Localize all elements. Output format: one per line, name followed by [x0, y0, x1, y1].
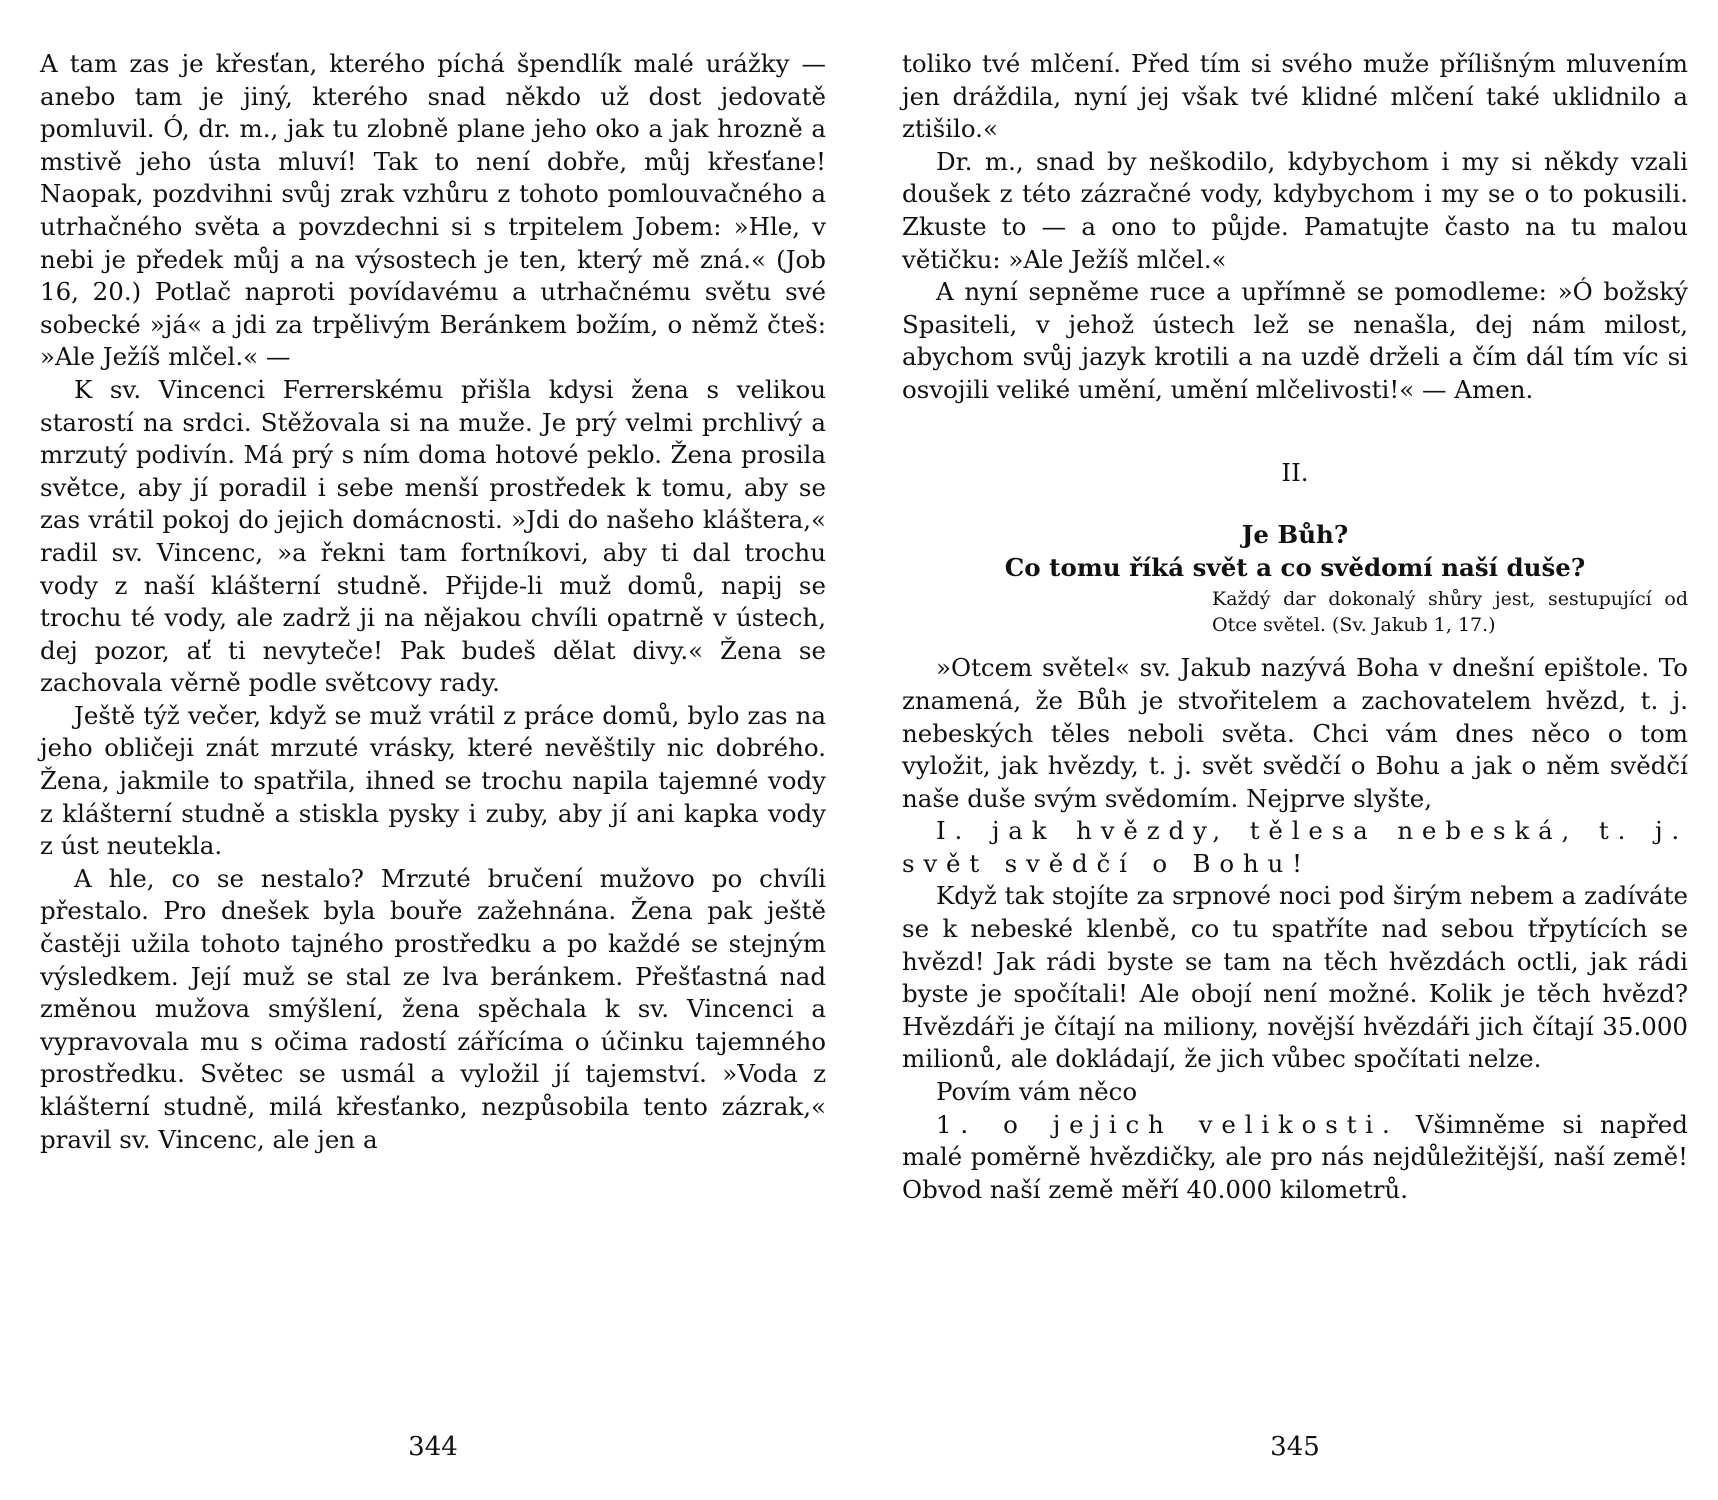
paragraph: »Otcem světel« sv. Jakub nazývá Boha v dnešní epištole. To znamená, že Bůh je stvořitelem a zachovatelem hvězd, t. j. nebeských těles neboli světa. Chci vám dnes něco o tom vyložit, jak hvězdy, t. j. svět svědčí o Bohu a jak o něm svědčí naše duše svým svědomím. Nejprve slyšte, [902, 653, 1688, 813]
section-number: II. [1281, 457, 1309, 487]
page-number: 345 [1270, 1432, 1320, 1462]
page-number: 344 [408, 1432, 458, 1462]
section-title: Je Bůh? [1241, 520, 1349, 550]
left-page [40, 0, 826, 1500]
paragraph: A tam zas je křesťan, kterého píchá špendlík malé urážky — anebo tam je jiný, kterého snad někdo už dost jedovatě pomluvil. Ó, dr. m., jak tu zlobně plane jeho oko a jak hrozně a mstivě jeho ústa mluví! Tak to není dobře, můj křesťane! Naopak, pozdvihni svůj zrak vzhůru z tohoto pomlouvačného a utrhačného světa a povzdechni si s trpitelem Jobem: »Hle, v nebi je předek můj a na výsostech je ten, který mě zná.« (Job 16, 20.) Potlač naproti povídavému a utrhačnému světu své sobecké »já« a jdi za trpělivým Beránkem božím, o němž čteš: »Ale Ježíš mlčel.« — [40, 49, 826, 372]
point-text: Všimněme si napřed malé poměrně hvězdičky, ale pro nás nejdůležitější, naší země! Obvod naší země měří 40.000 kilometrů. [902, 1109, 1688, 1204]
paragraph: K sv. Vincenci Ferrerskému přišla kdysi žena s velikou starostí na srdci. Stěžovala si na muže. Je prý velmi prchlivý a mrzutý podivín. Má prý s ním doma hotové peklo. Žena prosila světce, aby jí poradil i sebe menší prostředek k tomu, aby se zas vrátil pokoj do jejich domácnosti. »Jdi do našeho kláštera,« radil sv. Vincenc, »a řekni tam fortníkovi, aby ti dal trochu vody z naší klášterní studně. Přijde-li muž domů, napij se trochu té vody, ale zadrž ji na nějakou chvíli opatrně v ústech, dej pozor, ať ti nevyteče! Pak budeš dělat divy.« Žena se zachovala věrně podle světcovy rady. [40, 374, 826, 698]
right-page [902, 0, 1688, 1500]
point-heading: I. jak hvězdy, tělesa nebeská, t. j. svět svědčí o Bohu! [902, 816, 1688, 878]
paragraph: Dr. m., snad by neškodilo, kdybychom i my si někdy vzali doušek z této zázračné vody, kdybychom i my se o to pokusili. Zkuste to — a ono to půjde. Pamatujte často na tu malou větičku: »Ale Ježíš mlčel.« [902, 146, 1688, 274]
paragraph: toliko tvé mlčení. Před tím si svého muže přílišným mluvením jen dráždila, nyní jej však tvé klidné mlčení také uklidnilo a ztišilo.« [902, 49, 1688, 144]
left-page-text [40, 48, 826, 1156]
motto-quote: Každý dar dokonalý shůry jest, sestupující od Otce světel. (Sv. Jakub 1, 17.) [1212, 588, 1688, 637]
point-label: 1. o jejich velikosti. [936, 1109, 1399, 1139]
paragraph: Povím vám něco [936, 1077, 1138, 1107]
paragraph: Ještě týž večer, když se muž vrátil z práce domů, bylo zas na jeho obličeji znát mrzuté vrásky, které nevěštily nic dobrého. Žena, jakmile to spatřila, ihned se trochu napila tajemné vody z klášterní studně a stiskla pysky i zuby, aby jí ani kapka vody z úst neutekla. [40, 700, 826, 861]
section-subtitle: Co tomu říká svět a co svědomí naší duše? [1004, 552, 1586, 582]
right-page-text [902, 48, 1688, 1206]
paragraph: A nyní sepněme ruce a upřímně se pomodleme: »Ó božský Spasiteli, v jehož ústech lež se nenašla, dej nám milost, abychom svůj jazyk krotili a na uzdě drželi a čím dál tím víc si osvojili veliké umění, umění mlčelivosti!« — Amen. [902, 277, 1688, 404]
paragraph: Když tak stojíte za srpnové noci pod širým nebem a zadíváte se k nebeské klenbě, co tu spatříte nad sebou třpytících se hvězd! Jak rádi byste se tam na těch hvězdách octli, jak rádi byste je spočítali! Ale obojí není možné. Kolik je těch hvězd? Hvězdáři je čítají na miliony, novější hvězdáři jich čítají 35.000 milionů, ale dokládají, že jich vůbec spočítati nelze. [902, 881, 1688, 1074]
paragraph [902, 1109, 1688, 1207]
paragraph: A hle, co se nestalo? Mrzuté bručení mužovo po chvíli přestalo. Pro dnešek byla bouře zažehnána. Žena pak ještě častěji užila tohoto tajného prostředku a po každé se stejným výsledkem. Její muž se stal ze lva beránkem. Přešťastná nad změnou mužova smýšlení, žena spěchala k sv. Vincenci a vypravovala mu s očima radostí zářícíma o účinku tajemného prostředku. Světec se usmál a vyložil jí tajemství. »Voda z klášterní studně, milá křesťanko, nezpůsobila tento zázrak,« pravil sv. Vincenc, ale jen a [40, 863, 826, 1154]
